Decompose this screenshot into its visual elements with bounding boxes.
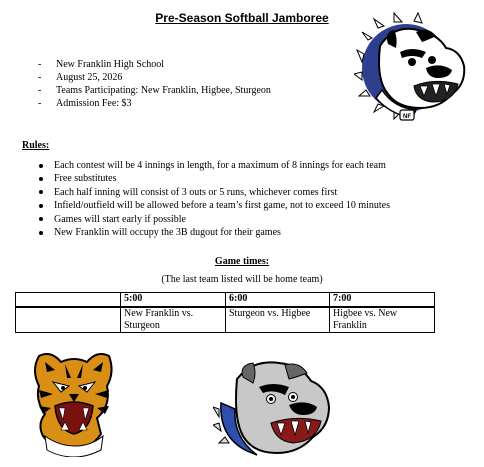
collar-tag-text: NF	[403, 114, 411, 120]
rule-item: Each contest will be 4 innings in length, for a maximum of 8 innings for each team	[38, 159, 390, 172]
document-title: Pre-Season Softball Jamboree	[155, 11, 329, 25]
matchup-cell: New Franklin vs. Sturgeon	[121, 307, 226, 333]
schedule-matchup-row	[16, 307, 435, 333]
matchup-cell: Sturgeon vs. Higbee	[226, 307, 330, 333]
rules-heading: Rules:	[22, 140, 50, 151]
time-cell: 6:00	[226, 293, 330, 308]
rule-item: Infield/outfield will be allowed before a team’s first game, not to exceed 10 minutes	[38, 199, 390, 212]
time-cell: 7:00	[330, 293, 435, 308]
schedule-blank-cell	[16, 307, 121, 333]
time-cell: 5:00	[121, 293, 226, 308]
rule-item: Games will start early if possible	[38, 213, 390, 226]
rule-item: New Franklin will occupy the 3B dugout for their games	[38, 226, 390, 239]
tiger-logo	[31, 350, 117, 457]
game-times-note: (The last team listed will be home team)	[161, 274, 323, 285]
bulldog-logo-top	[354, 10, 470, 122]
rule-item: Free substitutes	[38, 172, 390, 185]
info-date: - August 25, 2026	[38, 71, 271, 84]
info-school: - New Franklin High School	[38, 58, 271, 71]
schedule-table	[15, 292, 435, 333]
game-times-heading: Game times:	[214, 256, 270, 267]
bulldog-logo-bottom	[213, 357, 331, 457]
schedule-corner-cell	[16, 293, 121, 308]
info-admission: - Admission Fee: $3	[38, 97, 271, 110]
info-teams: - Teams Participating: New Franklin, Higbee, Sturgeon	[38, 84, 271, 97]
matchup-cell: Higbee vs. New Franklin	[330, 307, 435, 333]
rule-item: Each half inning will consist of 3 outs or 5 runs, whichever comes first	[38, 186, 390, 199]
rules-list	[38, 159, 390, 239]
event-info-list	[38, 58, 271, 110]
schedule-header-row	[16, 293, 435, 308]
